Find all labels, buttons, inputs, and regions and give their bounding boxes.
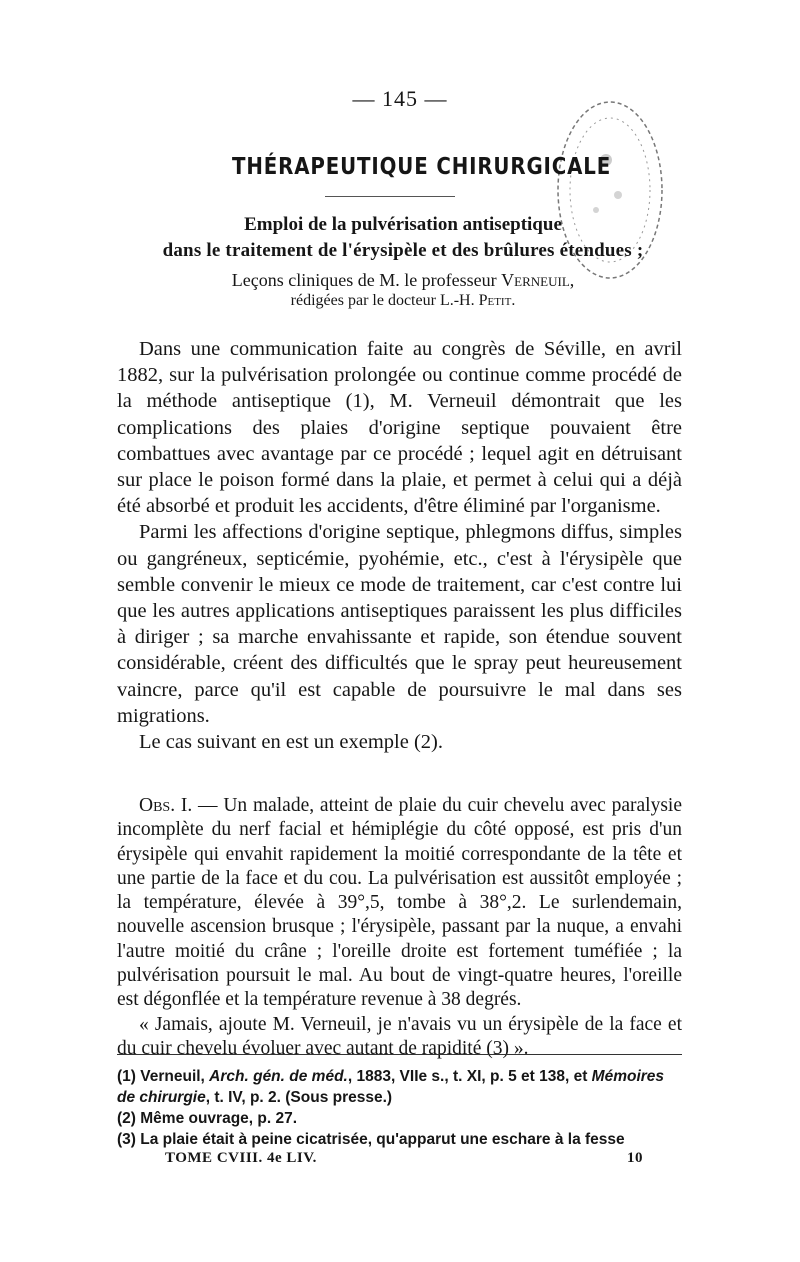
footnote-1 [117,1066,682,1108]
paragraph-1-text: Dans une communication faite au congrès de Séville, en avril 1882, sur la pulvérisation prolongée ou continue comme procédé de la méthode antiseptique (1), M. Verneuil démontrait que les complications des plaies d'origine septique pouvaient être combattues avec avantage par ce procédé ; lequel agit en détruisant sur place le poison formé dans la plaie, et permet à celui qui a déjà été absorbé et produit les accidents, d'être éliminé par l'organisme. [117,338,682,518]
section-title: THÉRAPEUTIQUE CHIRURGICALE [232,154,612,180]
observation-block [117,794,682,1061]
observation-quote-text: « Jamais, ajoute M. Verneuil, je n'avais vu un érysipèle de la face et du cuir chevelu évoluer avec autant de rapidité (3) ». [117,1013,682,1059]
page-number: — 145 — [352,86,448,111]
byline-1-text: Leçons cliniques de M. le professeur [231,270,502,290]
footer-sheet-number: 10 [627,1150,643,1166]
article-title-line-1: Emploi de la pulvérisation antiseptique [244,214,562,235]
byline-1 [118,270,688,291]
author-name: Verneuil, [501,270,575,290]
footnote-2: (2) Même ouvrage, p. 27. [117,1110,298,1127]
observation-paragraph [117,794,682,1013]
byline-2-text: rédigées par le docteur [290,292,440,309]
footnote-1-part-a: (1) Verneuil, [117,1068,210,1085]
article-title-line-2: dans le traitement de l'érysipèle et des brûlures étendues ; [162,240,644,261]
paragraph-2 [117,519,682,729]
title-rule [325,196,455,197]
observation-text: — Un malade, atteint de plaie du cuir chevelu avec paralysie incomplète du nerf facial et hémiplégie du côté opposé, est pris d'un érysipèle qui envahit rapidement la moitié correspondante de la tête et une partie de la face et du cou. La pulvérisation est aussitôt employée ; la température, élevée à 39°,5, tombe à 38°,2. Le surlendemain, nouvelle ascension brusque ; l'érysipèle, passant par la nuque, a envahi l'autre moitié du crâne ; l'oreille droite est fortement tuméfiée ; la pulvérisation poursuit le mal. Au bout de vingt-quatre heures, l'oreille est dégonflée et la température revenue à 38 degrés. [117,795,683,1011]
observation-label: Obs. I. [139,795,193,816]
footer-signature: TOME CVIII. 4e LIV. [165,1150,317,1166]
footnote-1-part-e: , t. IV, p. 2. (Sous presse.) [205,1089,393,1106]
footnotes [117,1066,682,1150]
footnote-1-part-c: , 1883, VIIe s., t. XI, p. 5 et 138, et [347,1068,592,1085]
footnote-1-journal: Arch. gén. de méd. [209,1068,348,1085]
editor-name: L.-H. Petit. [439,292,516,309]
paragraph-3-text: Le cas suivant en est un exemple (2). [139,731,443,754]
paragraph-3 [117,729,682,755]
paragraph-2-text: Parmi les affections d'origine septique, phlegmons diffus, simples ou gangréneux, septicémie, pyohémie, etc., c'est à l'érysipèle que semble convenir le mieux ce mode de traitement, car c'est contre lui que les autres applications antiseptiques paraissent les plus difficiles à diriger ; sa marche envahissante et rapide, son étendue souvent considérable, créent des difficultés que le spray peut heureusement vaincre, parce qu'il est capable de poursuivre le mal dans ses migrations. [117,521,682,727]
footnote-3: (3) La plaie était à peine cicatrisée, qu'apparut une eschare à la fesse [117,1131,625,1148]
page-footer [165,1150,643,1167]
footnote-1-book: Mémoires de chirurgie [117,1068,665,1106]
body-text [117,336,682,755]
footnote-rule [117,1054,682,1055]
byline-2 [118,292,688,310]
paragraph-1 [117,336,682,519]
